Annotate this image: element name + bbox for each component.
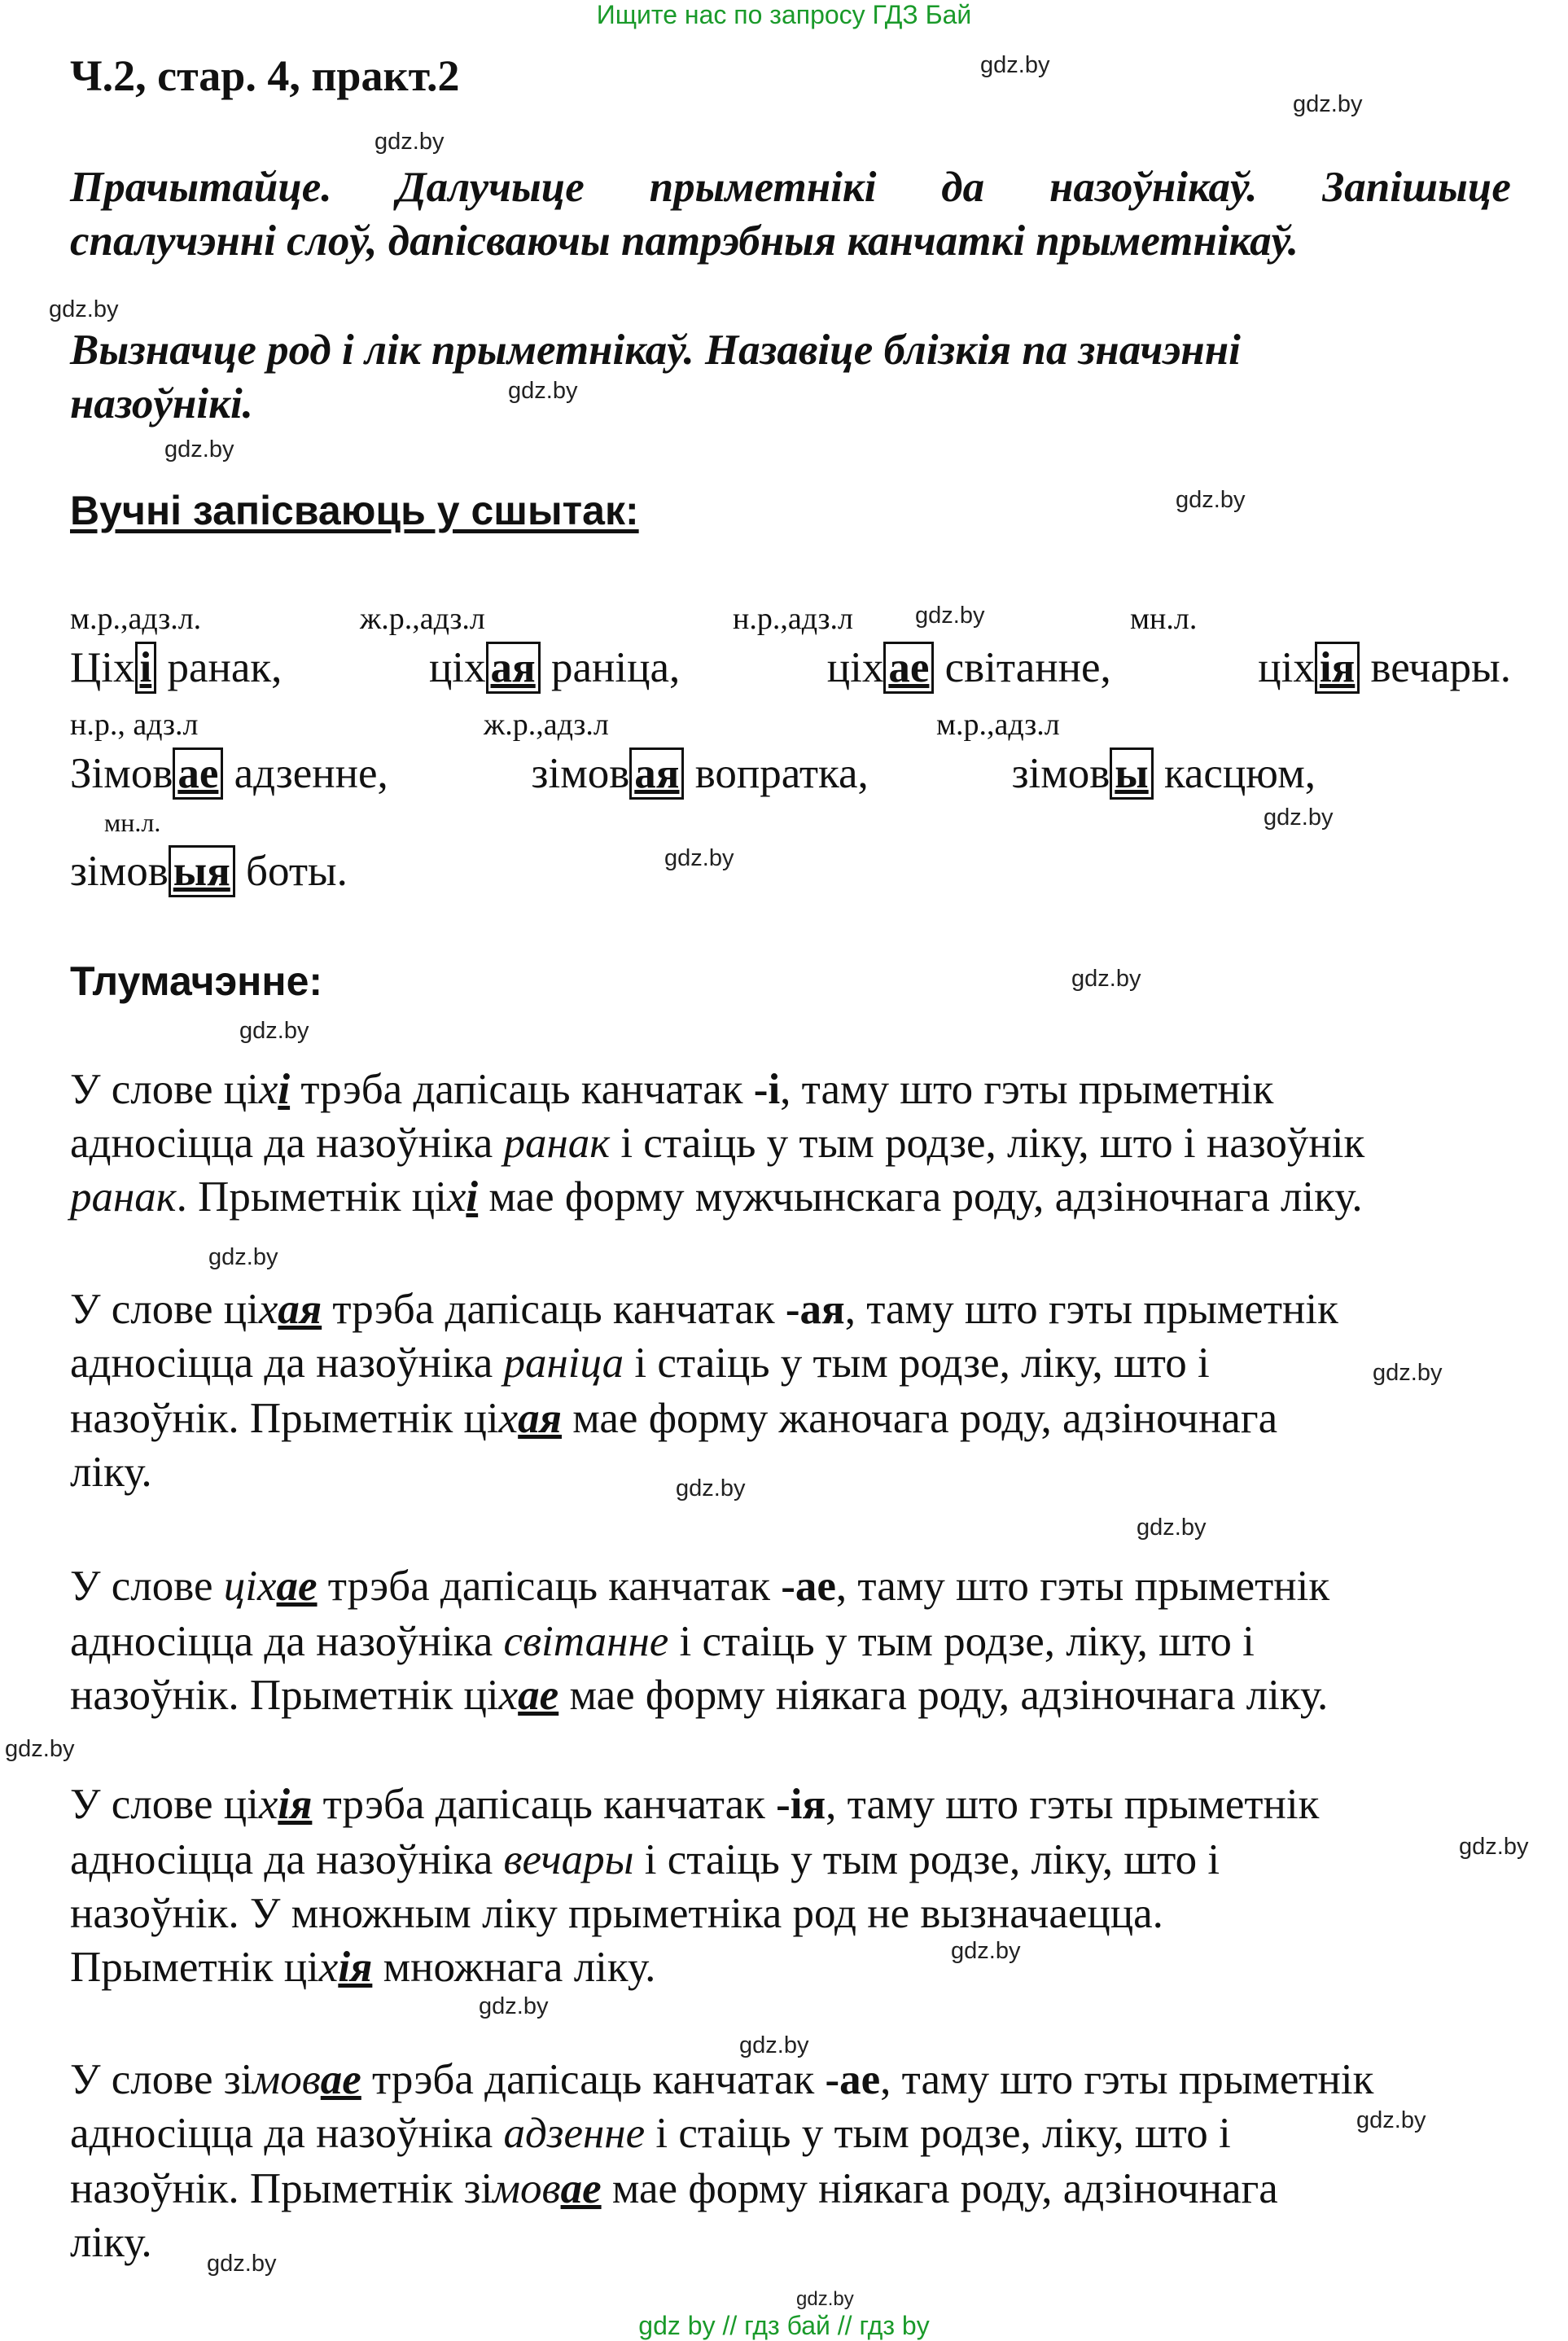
explanation-3-line-3: назоўнік. Прыметнік ціхае мае форму ніякага роду, адзіночнага ліку. <box>70 1672 1329 1719</box>
watermark: gdz.by <box>1293 91 1363 117</box>
phrase: Зімов ае адзенне, <box>70 749 388 798</box>
ending: ая <box>518 1395 562 1442</box>
explanation-2-line-1: У слове ціхая трэба дапісаць канчатак -ая, таму што гэты прыметнік <box>70 1286 1338 1333</box>
ending-box: ая <box>629 747 684 800</box>
example-line-3: зімов ыя боты. <box>70 847 348 896</box>
ending-box: ая <box>486 642 541 694</box>
task-word: прыметнікі <box>649 164 877 211</box>
explanation-4-line-2: адносіцца да назоўніка вечары і стаіць у тым родзе, ліку, што і <box>70 1836 1220 1883</box>
explanation-4-line-1: У слове ціхія трэба дапісаць канчатак -ія, таму што гэты прыметнік <box>70 1781 1320 1828</box>
phrase: ціх ае світанне, <box>827 643 1111 692</box>
watermark: gdz.by <box>951 1938 1021 1964</box>
phrase: зімов ы касцюм, <box>1012 749 1316 798</box>
ending-box: ае <box>173 747 223 800</box>
explanation-3-line-2: адносіцца да назоўніка світанне і стаіць у тым родзе, ліку, што і <box>70 1618 1255 1665</box>
watermark: gdz.by <box>676 1475 746 1501</box>
bottom-banner[interactable]: gdz by // гдз бай // гдз by <box>638 2311 930 2340</box>
explanation-5-line-4: ліку. <box>70 2219 152 2266</box>
watermark: gdz.by <box>1459 1834 1529 1860</box>
watermark: gdz.by <box>915 603 985 629</box>
page-title: Ч.2, стар. 4, практ.2 <box>70 51 460 100</box>
label-neut-sing: н.р.,адз.л <box>733 602 853 636</box>
task-word: да <box>941 164 985 211</box>
task-line-2: спалучэнні слоў, дапісваючы патрэбныя канчаткі прыметнікаў. <box>70 217 1299 265</box>
watermark: gdz.by <box>1176 487 1246 513</box>
watermark: gdz.by <box>207 2251 277 2277</box>
phrase: Ціх і ранак, <box>70 643 282 692</box>
ending: ія <box>278 1781 313 1828</box>
explanation-5-line-1: У слове зімовае трэба дапісаць канчатак -ае, таму што гэты прыметнік <box>70 2056 1374 2103</box>
explanation-1-line-3: ранак. Прыметнік ціхі мае форму мужчынскага роду, адзіночнага ліку. <box>70 1173 1363 1221</box>
ending-box: ія <box>1315 642 1360 694</box>
watermark: gdz.by <box>1071 966 1141 992</box>
watermark: gdz.by <box>1356 2107 1426 2133</box>
explanation-4-line-4: Прыметнік ціхія множнага ліку. <box>70 1944 656 1991</box>
watermark: gdz.by <box>1137 1515 1207 1541</box>
phrase: ціх ія вечары. <box>1258 643 1511 692</box>
watermark: gdz.by <box>164 436 234 463</box>
ending: ае <box>320 2056 361 2103</box>
phrase: ціх ая раніца, <box>429 643 680 692</box>
explanation-heading: Тлумачэнне: <box>70 958 323 1004</box>
ending: ія <box>338 1944 373 1991</box>
ending-box: ае <box>883 642 934 694</box>
ending: і <box>466 1173 479 1221</box>
label-plural: мн.л. <box>104 808 161 837</box>
label-masc-sing: м.р.,адз.л <box>936 708 1060 742</box>
label-fem-sing: ж.р.,адз.л <box>360 602 485 636</box>
label-plural: мн.л. <box>1130 602 1198 636</box>
example-line-2 <box>70 749 1316 798</box>
notebook-heading: Вучні запісваюць у сшытак: <box>70 488 639 533</box>
ending-box: ы <box>1110 747 1153 800</box>
watermark: gdz.by <box>739 2032 809 2058</box>
watermark: gdz.by <box>508 378 578 404</box>
task-line-1 <box>70 163 1511 212</box>
explanation-1-line-2: адносіцца да назоўніка ранак і стаіць у тым родзе, ліку, што і назоўнік <box>70 1120 1365 1167</box>
phrase: зімов ая вопратка, <box>532 749 869 798</box>
task-word: назоўнікаў. <box>1049 164 1258 211</box>
explanation-4-line-3: назоўнік. У множным ліку прыметніка род не вызначаецца. <box>70 1890 1163 1937</box>
explanation-3-line-1: У слове ціхае трэба дапісаць канчатак -ае, таму што гэты прыметнік <box>70 1563 1330 1610</box>
watermark: gdz.by <box>980 52 1050 78</box>
explanation-5-line-2: адносіцца да назоўніка адзенне і стаіць у тым родзе, ліку, што і <box>70 2110 1231 2157</box>
task-line-4: назоўнікі. <box>70 380 253 427</box>
task-word: Далучыце <box>396 164 585 211</box>
label-neut-sing: н.р., адз.л <box>70 708 199 742</box>
top-banner[interactable]: Ищите нас по запросу ГДЗ Бай <box>596 0 972 29</box>
watermark: gdz.by <box>208 1244 278 1270</box>
label-masc-sing: м.р.,адз.л. <box>70 602 202 636</box>
ending: ае <box>560 2165 602 2212</box>
watermark: gdz.by <box>479 1993 549 2019</box>
ending-box: ыя <box>169 845 235 897</box>
task-word: Запішыце <box>1322 164 1511 211</box>
watermark: gdz.by <box>5 1736 75 1762</box>
explanation-2-line-4: ліку. <box>70 1449 152 1496</box>
watermark: gdz.by <box>239 1018 309 1044</box>
explanation-5-line-3: назоўнік. Прыметнік зімовае мае форму ніякага роду, адзіночнага <box>70 2165 1278 2212</box>
ending: ае <box>518 1672 559 1719</box>
ending: ае <box>276 1563 318 1610</box>
ending-box: і <box>135 642 157 694</box>
ending: ая <box>278 1286 322 1333</box>
task-line-3: Вызначце род і лік прыметнікаў. Назавіце блізкія па значэнні <box>70 327 1241 374</box>
ending: і <box>278 1066 291 1113</box>
explanation-1-line-1: У слове ціхі трэба дапісаць канчатак -і, таму што гэты прыметнік <box>70 1066 1274 1113</box>
example-line-1 <box>70 643 1511 692</box>
watermark: gdz.by <box>1373 1360 1443 1386</box>
watermark: gdz.by <box>664 845 734 871</box>
explanation-2-line-3: назоўнік. Прыметнік ціхая мае форму жаночага роду, адзіночнага <box>70 1395 1278 1442</box>
watermark: gdz.by <box>374 129 445 155</box>
explanation-2-line-2: адносіцца да назоўніка раніца і стаіць у тым родзе, ліку, што і <box>70 1339 1210 1387</box>
watermark: gdz.by <box>49 296 119 322</box>
watermark: gdz.by <box>796 2288 854 2310</box>
task-word: Прачытайце. <box>70 164 332 211</box>
watermark: gdz.by <box>1264 804 1334 831</box>
label-fem-sing: ж.р.,адз.л <box>484 708 609 742</box>
